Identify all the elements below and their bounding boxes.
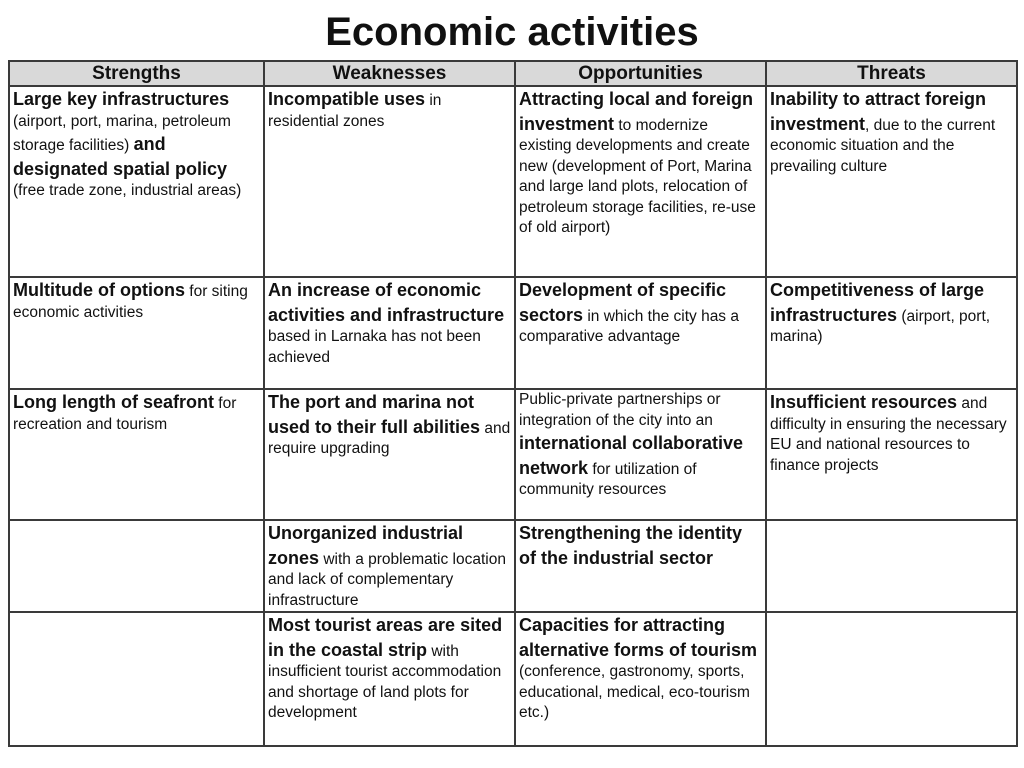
cell-text: and require upgrading: [268, 419, 511, 457]
cell-weaknesses: [264, 389, 515, 520]
cell-strengths: [9, 520, 264, 612]
table-row: [9, 612, 1017, 746]
cell-threats: [766, 389, 1017, 520]
cell-highlight-text: Most tourist areas are sited in the coastal strip: [268, 615, 503, 660]
cell-highlight-text: international collaborative network: [519, 433, 744, 478]
column-header-threats: Threats: [766, 61, 1017, 86]
cell-highlight-text: Multitude of options: [13, 280, 185, 300]
cell-weaknesses: [264, 520, 515, 612]
cell-opportunities: [515, 389, 766, 520]
table-row: [9, 520, 1017, 612]
cell-weaknesses: [264, 86, 515, 277]
table-row: [9, 389, 1017, 520]
cell-text: (free trade zone, industrial areas): [13, 182, 242, 199]
cell-text: for utilization of community resources: [519, 460, 697, 498]
cell-weaknesses: [264, 612, 515, 746]
cell-strengths: [9, 612, 264, 746]
column-header-strengths: Strengths: [9, 61, 264, 86]
cell-text: (conference, gastronomy, sports, educational, medical, eco-tourism etc.): [519, 663, 750, 721]
cell-opportunities: [515, 612, 766, 746]
cell-strengths: [9, 389, 264, 520]
cell-highlight-text: Competitiveness of large infrastructures: [770, 280, 985, 325]
cell-text: for siting economic activities: [13, 283, 248, 321]
cell-text: Public-private partnerships or integration of the city into an: [519, 391, 721, 429]
cell-threats: [766, 277, 1017, 389]
cell-text: in residential zones: [268, 92, 442, 130]
cell-text: and difficulty in ensuring the necessary EU and national resources to finance projects: [770, 395, 1007, 474]
cell-text: with insufficient tourist accommodation and shortage of land plots for development: [268, 642, 502, 721]
header-row: [9, 61, 1017, 86]
column-header-weaknesses: Weaknesses: [264, 61, 515, 86]
cell-text: with a problematic location and lack of complementary infrastructure: [268, 550, 506, 609]
cell-highlight-text: and designated spatial policy: [13, 134, 228, 179]
cell-highlight-text: An increase of economic activities and infrastructure: [268, 280, 505, 325]
cell-threats: [766, 520, 1017, 612]
cell-text: , due to the current economic situation and the prevailing culture: [770, 116, 996, 175]
column-header-opportunities: Opportunities: [515, 61, 766, 86]
cell-text: (airport, port, marina, petroleum storage facilities): [13, 112, 231, 154]
cell-highlight-text: The port and marina not used to their full abilities: [268, 392, 481, 437]
cell-highlight-text: Long length of seafront: [13, 392, 214, 412]
cell-text: to modernize existing developments and create new (development of Port, Marina and large land plots, relocation of petroleum storage facilities, re-use of old airport): [519, 116, 756, 236]
cell-text: (airport, port, marina): [770, 307, 991, 345]
cell-highlight-text: Strengthening the identity of the industrial sector: [519, 523, 742, 568]
cell-strengths: [9, 277, 264, 389]
cell-highlight-text: Development of specific sectors: [519, 280, 727, 325]
cell-threats: [766, 612, 1017, 746]
cell-threats: [766, 86, 1017, 277]
table-row: [9, 86, 1017, 277]
cell-highlight-text: Unorganized industrial zones: [268, 523, 464, 568]
cell-text: for recreation and tourism: [13, 395, 237, 433]
cell-highlight-text: Insufficient resources: [770, 392, 958, 412]
cell-weaknesses: [264, 277, 515, 389]
page-title: Economic activities: [325, 10, 699, 54]
cell-highlight-text: Large key infrastructures: [13, 89, 230, 109]
cell-opportunities: [515, 86, 766, 277]
cell-opportunities: [515, 277, 766, 389]
cell-highlight-text: Capacities for attracting alternative forms of tourism: [519, 615, 758, 660]
cell-strengths: [9, 86, 264, 277]
cell-highlight-text: Attracting local and foreign investment: [519, 89, 754, 134]
swot-table: [8, 60, 1018, 747]
cell-opportunities: [515, 520, 766, 612]
cell-highlight-text: Incompatible uses: [268, 89, 426, 109]
cell-text: based in Larnaka has not been achieved: [268, 328, 481, 366]
cell-highlight-text: Inability to attract foreign investment: [770, 89, 987, 134]
table-row: [9, 277, 1017, 389]
cell-text: in which the city has a comparative advantage: [519, 307, 739, 345]
